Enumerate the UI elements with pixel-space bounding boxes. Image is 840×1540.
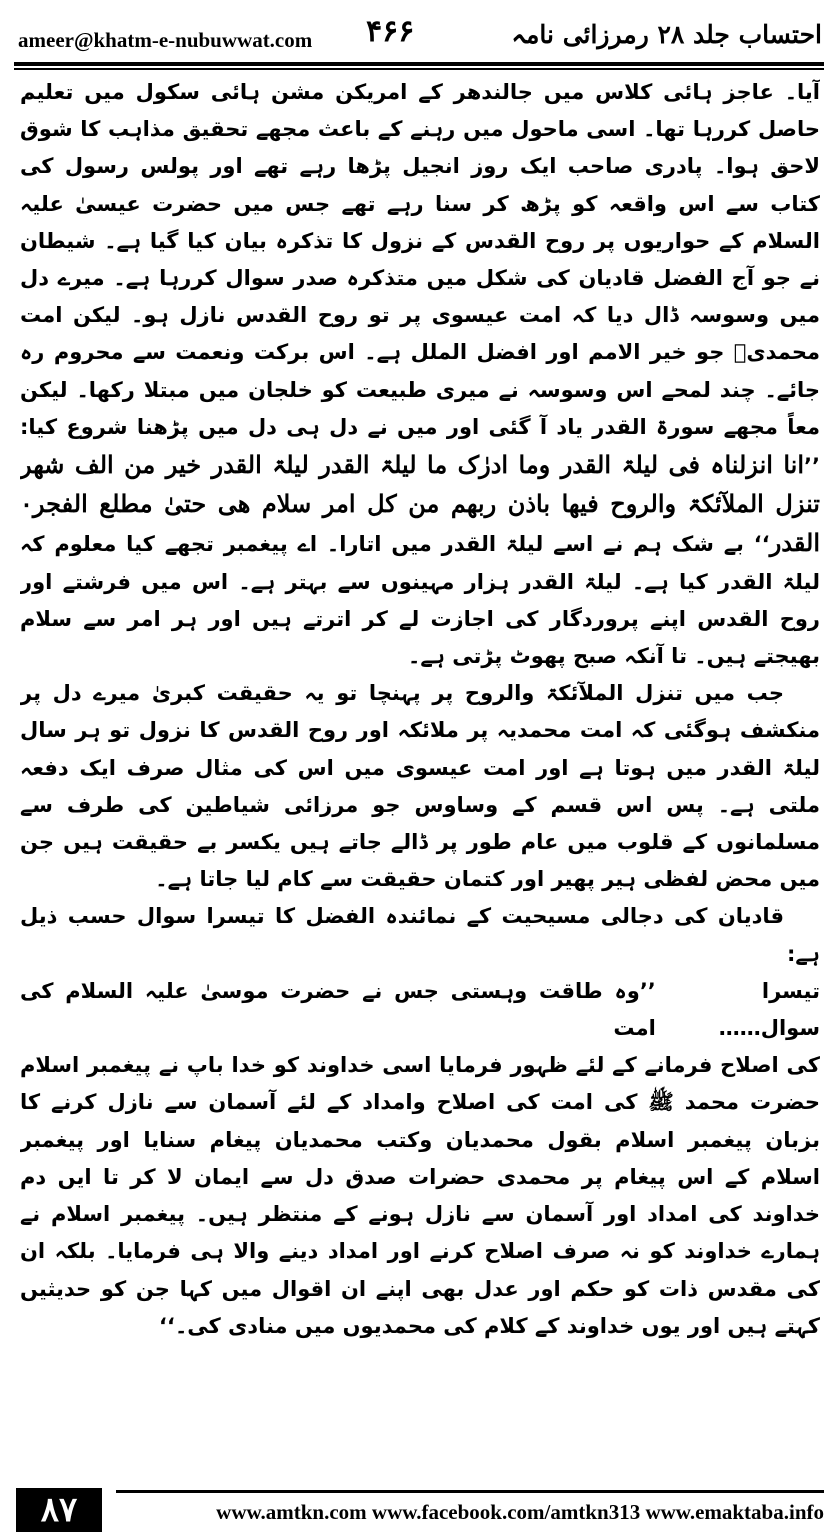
paragraph-third-question: کی اصلاح فرمانے کے لئے ظہور فرمایا اسی خداوند کو خدا باپ نے پیغمبر اسلام حضرت محمد ﷺ کی امت کی اصلاح وامداد کے لئے آسمان سے نازل کرنے کا بزبان پیغمبر اسلام بقول محمدیان وکتب محمدیان پیغام سنایا اور پیغمبر اسلام کے اس پیغام پر محمدی حضرات صدق دل سے ایمان لا کر تا ایں دم خداوند کی امداد اور آسمان سے نازل ہونے کے منتظر ہیں۔ پیغمبر اسلام نے ہمارے خداوند کو نہ صرف اصلاح کرنے اور امداد دینے والا ہی فرمایا۔ بلکہ ان کی مقدس ذات کو حکم اور عدل بھی اپنے ان اقوال میں کہا جن کو حدیثیں کہتے ہیں اور یوں خداوند کے کلام کی محمدیوں میں منادی کی۔‘‘ — [20, 1053, 820, 1338]
page-body — [20, 74, 820, 1479]
quran-verse: انا انزلناہ فی لیلۃ القدر وما ادرٰک ما لیلۃ القدر لیلۃ القدر خیر من الف شھر تنزل الملآئکۃ والروح فیھا باذن ربھم من کل امر سلام ھی حتیٰ مطلع الفجر۰ القدر — [20, 450, 820, 558]
header-title: احتساب جلد ۲۸ رمرزائی نامہ — [511, 20, 822, 49]
page-header — [18, 10, 822, 62]
paragraph-intro — [20, 74, 820, 675]
header-rule — [14, 62, 824, 70]
paragraph-intro-text: آیا۔ عاجز ہائی کلاس میں جالندھر کے امریکن مشن ہائی سکول میں تعلیم حاصل کررہا تھا۔ اسی ماحول میں رہنے کے باعث مجھے تحقیق مذاہب کا شوق لاحق ہوا۔ پادری صاحب ایک روز انجیل پڑھا رہے تھے اور پولس رسول کی کتاب سے اس واقعہ کو پڑھ کر سنا رہے تھے جس میں حضرت عیسیٰ علیہ السلام کے حواریوں پر روح القدس کے نزول کا تذکرہ بیان کیا گیا ہے۔ شیطان نے جو آج الفضل قادیان کی شکل میں متذکرہ صدر سوال کررہا ہے۔ میرے دل میں وسوسہ ڈال دیا کہ امت عیسوی پر تو روح القدس نازل ہو۔ لیکن امت محمدیؐ جو خیر الامم اور افضل الملل ہے۔ اس برکت ونعمت سے محروم رہ جائے۔ چند لمحے اس وسوسہ نے میری طبیعت کو خلجان میں مبتلا رکھا۔ لیکن معاً مجھے سورۃ القدر یاد آ گئی اور میں نے دل ہی دل میں پڑھنا شروع کیا: ’’ — [20, 80, 820, 479]
page-footer — [16, 1482, 824, 1536]
footer-links: www.amtkn.com www.facebook.com/amtkn313 www.emaktaba.info — [216, 1500, 824, 1524]
paragraph-third-question-intro: قادیان کی دجالی مسیحیت کے نمائندہ الفضل کا تیسرا سوال حسب ذیل ہے: — [20, 904, 820, 966]
footer-rule — [116, 1490, 824, 1493]
third-question-label: تیسرا سوال…… — [718, 978, 820, 1041]
verse-translation: ‘‘ بے شک ہم نے اسے لیلۃ القدر میں اتارا۔ اے پیغمبر تجھے کیا معلوم کہ لیلۃ القدر کیا ہے۔ لیلۃ القدر ہزار مہینوں سے بہتر ہے۔ اس میں فرشتے اور روح القدس اپنے پروردگار کی اجازت لے کر اترتے ہیں اور ہر امر سے سلام بھیجتے ہیں۔ تا آنکہ صبح پھوٹ پڑتی ہے۔ — [20, 532, 820, 669]
third-question-heading — [20, 973, 820, 1047]
footer-page-index: ۸۷ — [16, 1488, 102, 1532]
paragraph-revelation: جب میں تنزل الملآئکۃ والروح پر پہنچا تو یہ حقیقت کبریٰ میرے دل پر منکشف ہوگئی کہ امت محمدیہ پر ملائکہ اور روح القدس کا نزول تو ہر سال لیلۃ القدر میں ہوتا ہے اور امت عیسوی میں اس کی مثال صرف ایک دفعہ ملتی ہے۔ پس اس قسم کے وساوس جو مرزائی شیاطین کی طرف سے مسلمانوں کے قلوب میں عام طور پر ڈالے جاتے ہیں یکسر بے حقیقت ہیں جن میں محض لفظی ہیر پھیر اور کتمان حقیقت سے کام لیا جاتا ہے۔ — [20, 681, 820, 892]
header-email: ameer@khatm-e-nubuwwat.com — [18, 28, 313, 52]
third-question-quote-start: ’’وہ طاقت وہستی جس نے حضرت موسیٰ علیہ السلام کی امت — [20, 978, 656, 1041]
header-page-number: ۴۶۶ — [366, 14, 415, 49]
